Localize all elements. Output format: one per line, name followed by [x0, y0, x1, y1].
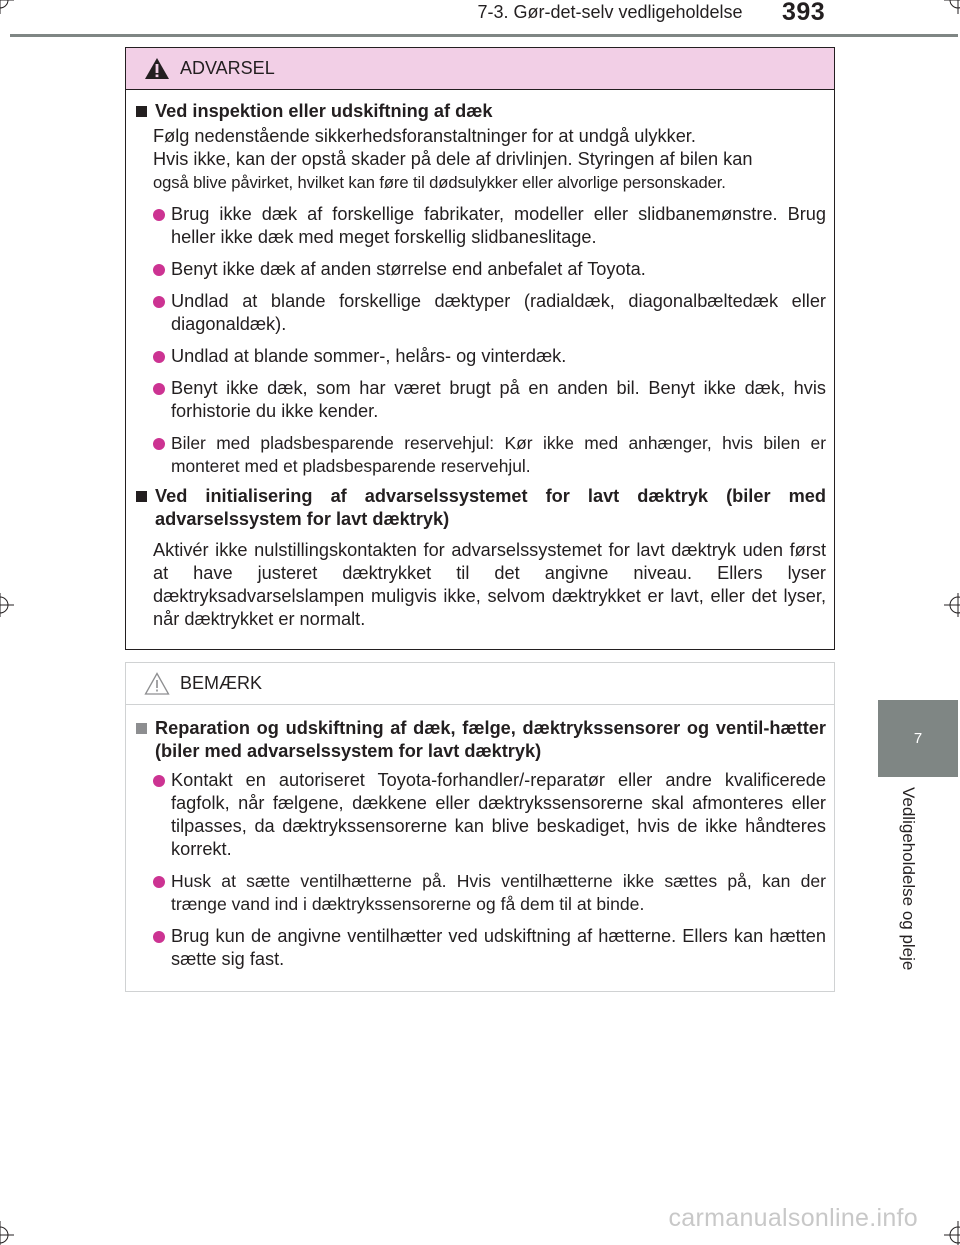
- list-item: Brug ikke dæk af forskellige fabrikater, modeller eller slidbanemønstre. Brug heller ikke dæk med meget forskellig slidbaneslitage.: [136, 203, 826, 249]
- warning-header: [126, 48, 834, 90]
- list-item: Brug kun de angivne ventilhætter ved udskiftning af hætterne. Ellers kan hætten sætte sig fast.: [136, 925, 826, 971]
- bullet-dot-icon: [153, 209, 165, 221]
- warning-section-heading: Ved inspektion eller udskiftning af dæk: [136, 100, 826, 123]
- notice-header: [126, 663, 834, 705]
- page-number: 393: [782, 0, 826, 26]
- warning-paragraph: Aktivér ikke nulstillingskontakten for advarselssystemet for lavt dæktryk uden først at have justeret dæktrykket til det angivne niveau. Ellers lyser dæktryksadvarselslampen muligvis ikke, selvom dæktrykket er lavt, eller det lyser, når dæktrykket er normalt.: [153, 540, 826, 629]
- intro-line: Hvis ikke, kan der opstå skader på dele af drivlinjen. Styringen af bilen kan: [153, 149, 753, 169]
- crop-mark-mid-left: [0, 593, 14, 617]
- warning-title: ADVARSEL: [180, 58, 275, 78]
- list-item: Benyt ikke dæk, som har været brugt på en anden bil. Benyt ikke dæk, hvis forhistorie du ikke kender.: [136, 377, 826, 423]
- list-item: Kontakt en autoriseret Toyota-forhandler/-reparatør eller andre kvalificerede fagfolk, når fælgene, dækkene eller dæktrykssensorerne skal afmonteres eller tilpasses, da dæktrykssensorerne kan blive beskadiget, hvis de ikke håndteres korrekt.: [136, 769, 826, 861]
- crop-mark-bottom-right: [944, 1221, 960, 1245]
- caution-triangle-icon: [144, 672, 170, 695]
- crop-mark-bottom-left: [0, 1221, 14, 1245]
- list-item: Benyt ikke dæk af anden størrelse end anbefalet af Toyota.: [136, 258, 826, 281]
- warning-intro: [136, 125, 826, 194]
- list-item: Biler med pladsbesparende reservehjul: Kør ikke med anhænger, hvis bilen er monteret med et pladsbesparende reservehjul.: [136, 432, 826, 478]
- notice-box: [125, 662, 835, 992]
- warning-triangle-icon: [144, 57, 170, 80]
- intro-line: også blive påvirket, hvilket kan føre til dødsulykker eller alvorlige personskader.: [153, 173, 726, 192]
- notice-section-heading: Reparation og udskiftning af dæk, fælge, dæktrykssensorer og ventil-hætter (biler med advarselssystem for lavt dæktryk): [136, 717, 826, 763]
- bullet-dot-icon: [153, 438, 165, 450]
- notice-title: BEMÆRK: [180, 673, 263, 693]
- square-bullet-icon: [136, 106, 147, 117]
- crop-mark-top-left: [0, 0, 14, 14]
- list-item: Undlad at blande forskellige dæktyper (radialdæk, diagonalbæltedæk eller diagonaldæk).: [136, 290, 826, 336]
- notice-body: [126, 705, 834, 971]
- header-divider: [10, 34, 958, 37]
- chapter-number: 7: [913, 730, 923, 747]
- bullet-dot-icon: [153, 351, 165, 363]
- bullet-dot-icon: [153, 264, 165, 276]
- bullet-dot-icon: [153, 296, 165, 308]
- watermark-text: carmanualsonline.info: [668, 1204, 918, 1232]
- chapter-title: Vedligeholdelse og pleje: [899, 787, 918, 971]
- bullet-dot-icon: [153, 383, 165, 395]
- square-bullet-icon: [136, 723, 147, 734]
- crop-mark-mid-right: [944, 593, 960, 617]
- bullet-dot-icon: [153, 876, 165, 888]
- bullet-dot-icon: [153, 775, 165, 787]
- chapter-tab[interactable]: [878, 700, 958, 777]
- warning-section-heading: Ved initialisering af advarselssystemet for lavt dæktryk (biler med advarselssystem for lavt dæktryk): [136, 485, 826, 531]
- intro-line: Følg nedenstående sikkerhedsforanstaltninger for at undgå ulykker.: [153, 126, 696, 146]
- crop-mark-top-right: [944, 0, 960, 14]
- bullet-dot-icon: [153, 931, 165, 943]
- section-title: 7-3. Gør-det-selv vedligeholdelse: [477, 2, 743, 22]
- square-bullet-icon: [136, 491, 147, 502]
- warning-body: [126, 90, 834, 631]
- warning-box: [125, 47, 835, 650]
- list-item: Undlad at blande sommer-, helårs- og vinterdæk.: [136, 345, 826, 368]
- list-item: Husk at sætte ventilhætterne på. Hvis ventilhætterne ikke sættes på, kan der trænge vand ind i dæktrykssensorerne og få dem til at binde.: [136, 870, 826, 916]
